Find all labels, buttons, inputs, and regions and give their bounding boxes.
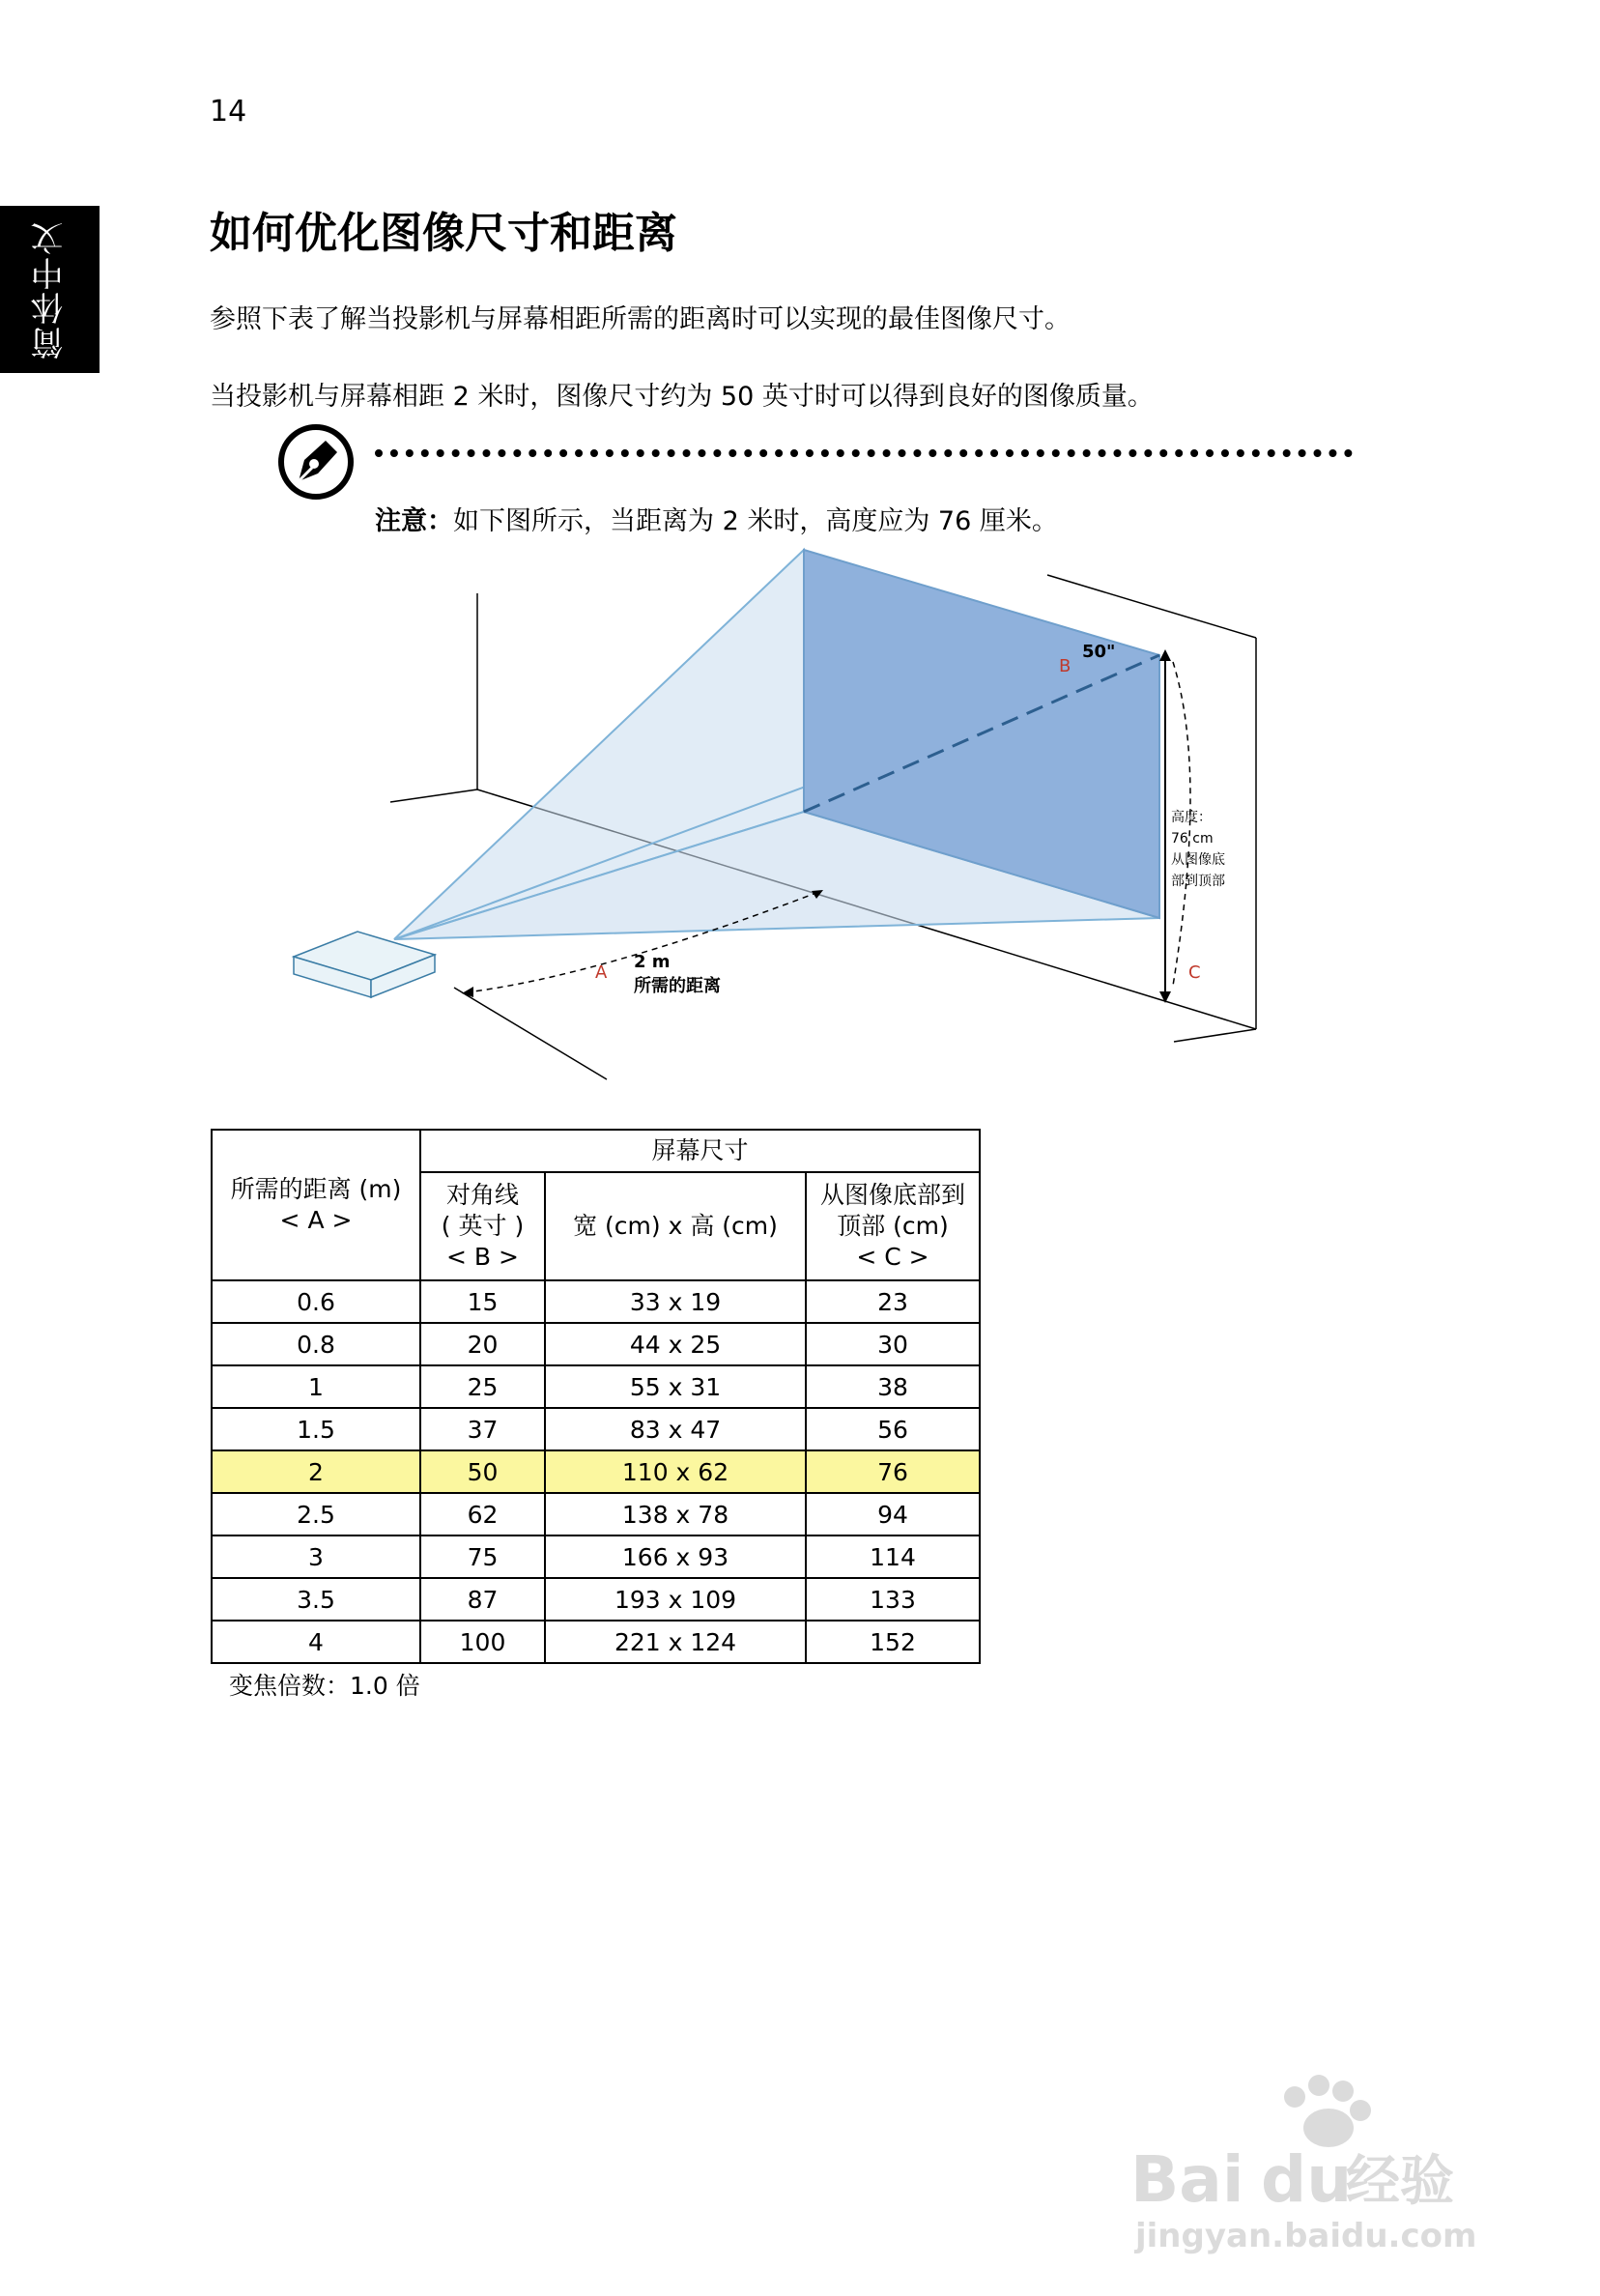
table-cell: 193 x 109 [545, 1578, 806, 1621]
table-cell: 83 x 47 [545, 1408, 806, 1450]
height-label-1: 高度： [1171, 810, 1212, 825]
table-cell: 133 [806, 1578, 980, 1621]
label-c: C [1188, 962, 1201, 983]
table-row [212, 1280, 980, 1323]
table-cell: 56 [806, 1408, 980, 1450]
language-side-tab [0, 206, 100, 373]
intro-paragraph: 参照下表了解当投影机与屏幕相距所需的距离时可以实现的最佳图像尺寸。 [210, 304, 1071, 334]
table-cell: 23 [806, 1280, 980, 1323]
distance-paragraph: 当投影机与屏幕相距 2 米时，图像尺寸约为 50 英寸时可以得到良好的图像质量。 [210, 382, 1154, 412]
table-cell: 87 [420, 1578, 545, 1621]
svg-text:jingyan.baidu.com: jingyan.baidu.com [1135, 2217, 1477, 2255]
table-cell: 30 [806, 1323, 980, 1365]
table-cell: 55 x 31 [545, 1365, 806, 1408]
table-cell: 37 [420, 1408, 545, 1450]
note-pen-icon [277, 423, 355, 501]
header-width-height: 宽 (cm) x 高 (cm) [545, 1172, 806, 1280]
table-cell: 0.6 [212, 1280, 420, 1323]
table-cell: 114 [806, 1535, 980, 1578]
note-label: 注意： [375, 506, 453, 536]
table-cell: 20 [420, 1323, 545, 1365]
table-cell: 44 x 25 [545, 1323, 806, 1365]
page-title: 如何优化图像尺寸和距离 [210, 209, 677, 258]
table-cell: 0.8 [212, 1323, 420, 1365]
table-cell: 15 [420, 1280, 545, 1323]
table-cell: 1.5 [212, 1408, 420, 1450]
height-label-4: 部到顶部 [1171, 874, 1225, 889]
table-cell: 2 [212, 1450, 420, 1493]
diagonal-label: 50" [1082, 642, 1116, 662]
table-cell: 1 [212, 1365, 420, 1408]
image-size-table [211, 1129, 981, 1664]
height-label-3: 从图像底 [1171, 852, 1225, 868]
side-tab-label: 简体中文 [31, 219, 70, 359]
table-row [212, 1621, 980, 1663]
table-cell: 152 [806, 1621, 980, 1663]
table-cell: 25 [420, 1365, 545, 1408]
svg-text:经验: 经验 [1346, 2150, 1454, 2213]
table-cell: 166 x 93 [545, 1535, 806, 1578]
note-text [375, 500, 1058, 537]
header-diagonal: 对角线 ( 英寸 ) < B > [420, 1172, 545, 1280]
table-cell: 94 [806, 1493, 980, 1535]
table-cell: 2.5 [212, 1493, 420, 1535]
header-screen-size: 屏幕尺寸 [420, 1130, 980, 1172]
header-distance: 所需的距离 (m) < A > [212, 1130, 420, 1280]
label-b: B [1059, 656, 1071, 676]
table-cell: 76 [806, 1450, 980, 1493]
projector-icon [280, 932, 435, 997]
table-row [212, 1493, 980, 1535]
table-row [212, 1535, 980, 1578]
table-cell: 3 [212, 1535, 420, 1578]
table-cell: 38 [806, 1365, 980, 1408]
table-cell: 100 [420, 1621, 545, 1663]
distance-value: 2 m [634, 952, 671, 972]
distance-caption: 所需的距离 [634, 976, 721, 996]
table-row [212, 1365, 980, 1408]
table-cell: 110 x 62 [545, 1450, 806, 1493]
zoom-ratio-note: 变焦倍数：1.0 倍 [229, 1672, 420, 1700]
page-number: 14 [210, 95, 247, 129]
table-cell: 50 [420, 1450, 545, 1493]
svg-text:du: du [1261, 2142, 1353, 2217]
table-cell: 3.5 [212, 1578, 420, 1621]
table-cell: 33 x 19 [545, 1280, 806, 1323]
header-image-height: 从图像底部到 顶部 (cm) < C > [806, 1172, 980, 1280]
note-body: 如下图所示，当距离为 2 米时，高度应为 76 厘米。 [453, 506, 1058, 536]
table-cell: 4 [212, 1621, 420, 1663]
height-label-2: 76 cm [1171, 831, 1214, 847]
table-row [212, 1578, 980, 1621]
table-cell: 138 x 78 [545, 1493, 806, 1535]
table-cell: 221 x 124 [545, 1621, 806, 1663]
note-divider [375, 449, 1353, 457]
table-row-highlighted [212, 1450, 980, 1493]
table-cell: 75 [420, 1535, 545, 1578]
label-a: A [595, 962, 608, 983]
table-row [212, 1408, 980, 1450]
svg-text:Bai: Bai [1130, 2142, 1244, 2217]
projection-diagram [280, 541, 1304, 1092]
baidu-jingyan-watermark [1126, 2068, 1502, 2261]
table-row [212, 1323, 980, 1365]
table-cell: 62 [420, 1493, 545, 1535]
